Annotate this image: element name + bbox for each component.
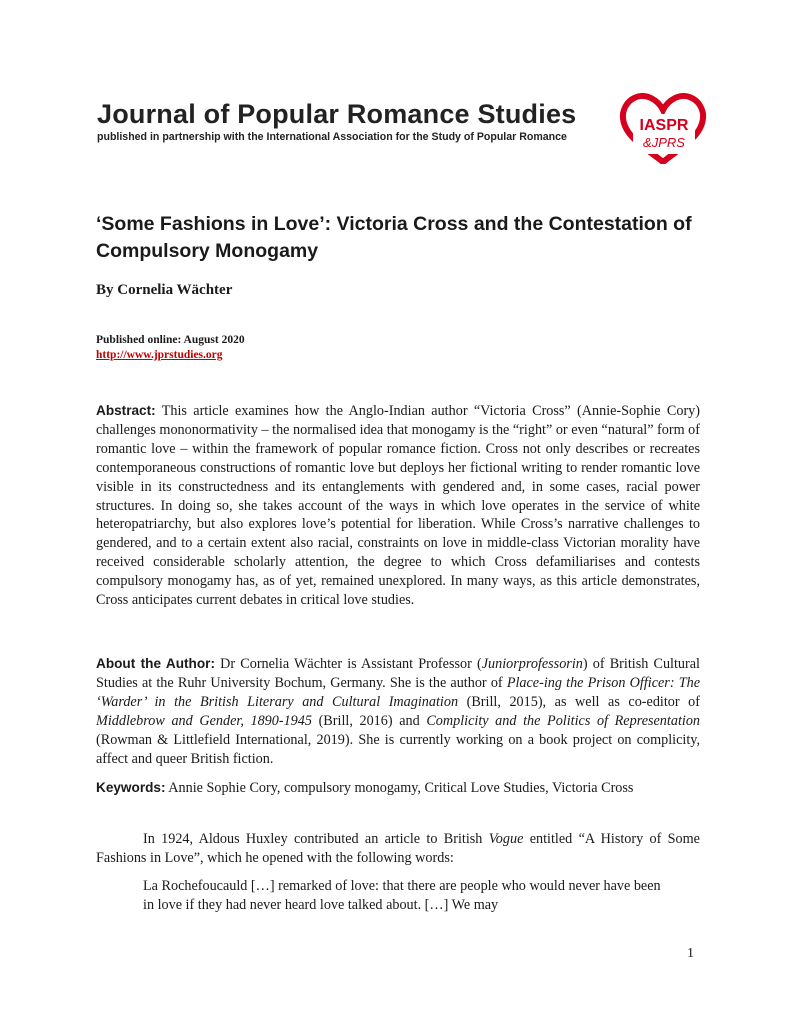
author-byline: By Cornelia Wächter [96, 282, 233, 298]
publication-date: Published online: August 2020 [96, 334, 245, 346]
about-text-2: ) of British Cultural Studies at the Ruhr University Bochum, Germany. She is the author of [96, 656, 700, 691]
about-text-4: (Brill, 2016) and [311, 712, 427, 729]
body-paragraph [96, 830, 700, 868]
about-label: About the Author: [96, 656, 215, 671]
article-title: ‘Some Fashions in Love’: Victoria Cross and the Contestation of Compulsory Monogamy [96, 213, 692, 262]
iaspr-logo [619, 92, 707, 164]
logo-text-line2: &JPRS [643, 135, 685, 150]
about-text-3: (Brill, 2015), as well as co-editor of [458, 693, 700, 710]
journal-subtitle: published in partnership with the International Association for the Study of Popular Romance [97, 131, 567, 143]
abstract-text: This article examines how the Anglo-Indian author “Victoria Cross” (Annie-Sophie Cory) challenges mononormativity – the normalised idea that monogamy is the “right” or even “natural” form of romantic love – within the framework of popular romance fiction. Cross not only describes or recreates contemporaneous constructions of romantic love but deploys her fictional writing to render romantic love visible in its constructedness and its entanglements with gendered and, in some cases, racial power structures. In doing so, she takes account of the ways in which love operates in the service of white heteropatriarchy, but also explores love’s potential for liberation. While Cross’s narrative challenges to gendered, and to a certain extent also racial, constraints on love in middle-class Victorian morality have received considerable scholarly attention, the degree to which Cross defamiliarises and contests compulsory monogamy has, as of yet, remained unexplored. In many ways, as this article demonstrates, Cross anticipates current debates in critical love studies. [96, 403, 700, 609]
logo-text-line1: IASPR [639, 117, 689, 134]
about-text-1: Dr Cornelia Wächter is Assistant Professor ( [214, 656, 482, 672]
keywords-paragraph [96, 779, 700, 798]
about-italic-1: Juniorprofessorin [481, 656, 583, 672]
about-author-paragraph [96, 655, 700, 768]
abstract-paragraph [96, 402, 700, 610]
journal-title: Journal of Popular Romance Studies [97, 99, 577, 129]
about-italic-4: Complicity and the Politics of Representation [426, 712, 701, 729]
abstract-label: Abstract: [96, 403, 156, 418]
about-italic-3: Middlebrow and Gender, 1890-1945 [96, 712, 312, 729]
keywords-text: Annie Sophie Cory, compulsory monogamy, Critical Love Studies, Victoria Cross [165, 780, 634, 796]
about-text-5: (Rowman & Littlefield International, 2019). She is currently working on a book project on complicity, affect and queer British fiction. [96, 731, 700, 767]
block-quote: La Rochefoucauld […] remarked of love: that there are people who would never have been in love if they had never heard love talked about. […] We may [143, 878, 661, 913]
body-text-1: In 1924, Aldous Huxley contributed an article to British [143, 831, 489, 847]
page-number: 1 [687, 946, 694, 961]
journal-link[interactable]: http://www.jprstudies.org [96, 349, 223, 361]
keywords-label: Keywords: [96, 780, 166, 795]
about-italic-2: Place-ing the Prison Officer: The ‘Warder’ in the British Literary and Cultural Imagination [96, 674, 700, 710]
body-text-2: entitled “A History of Some Fashions in Love”, which he opened with the following words: [96, 831, 700, 866]
body-italic-vogue: Vogue [488, 831, 524, 847]
